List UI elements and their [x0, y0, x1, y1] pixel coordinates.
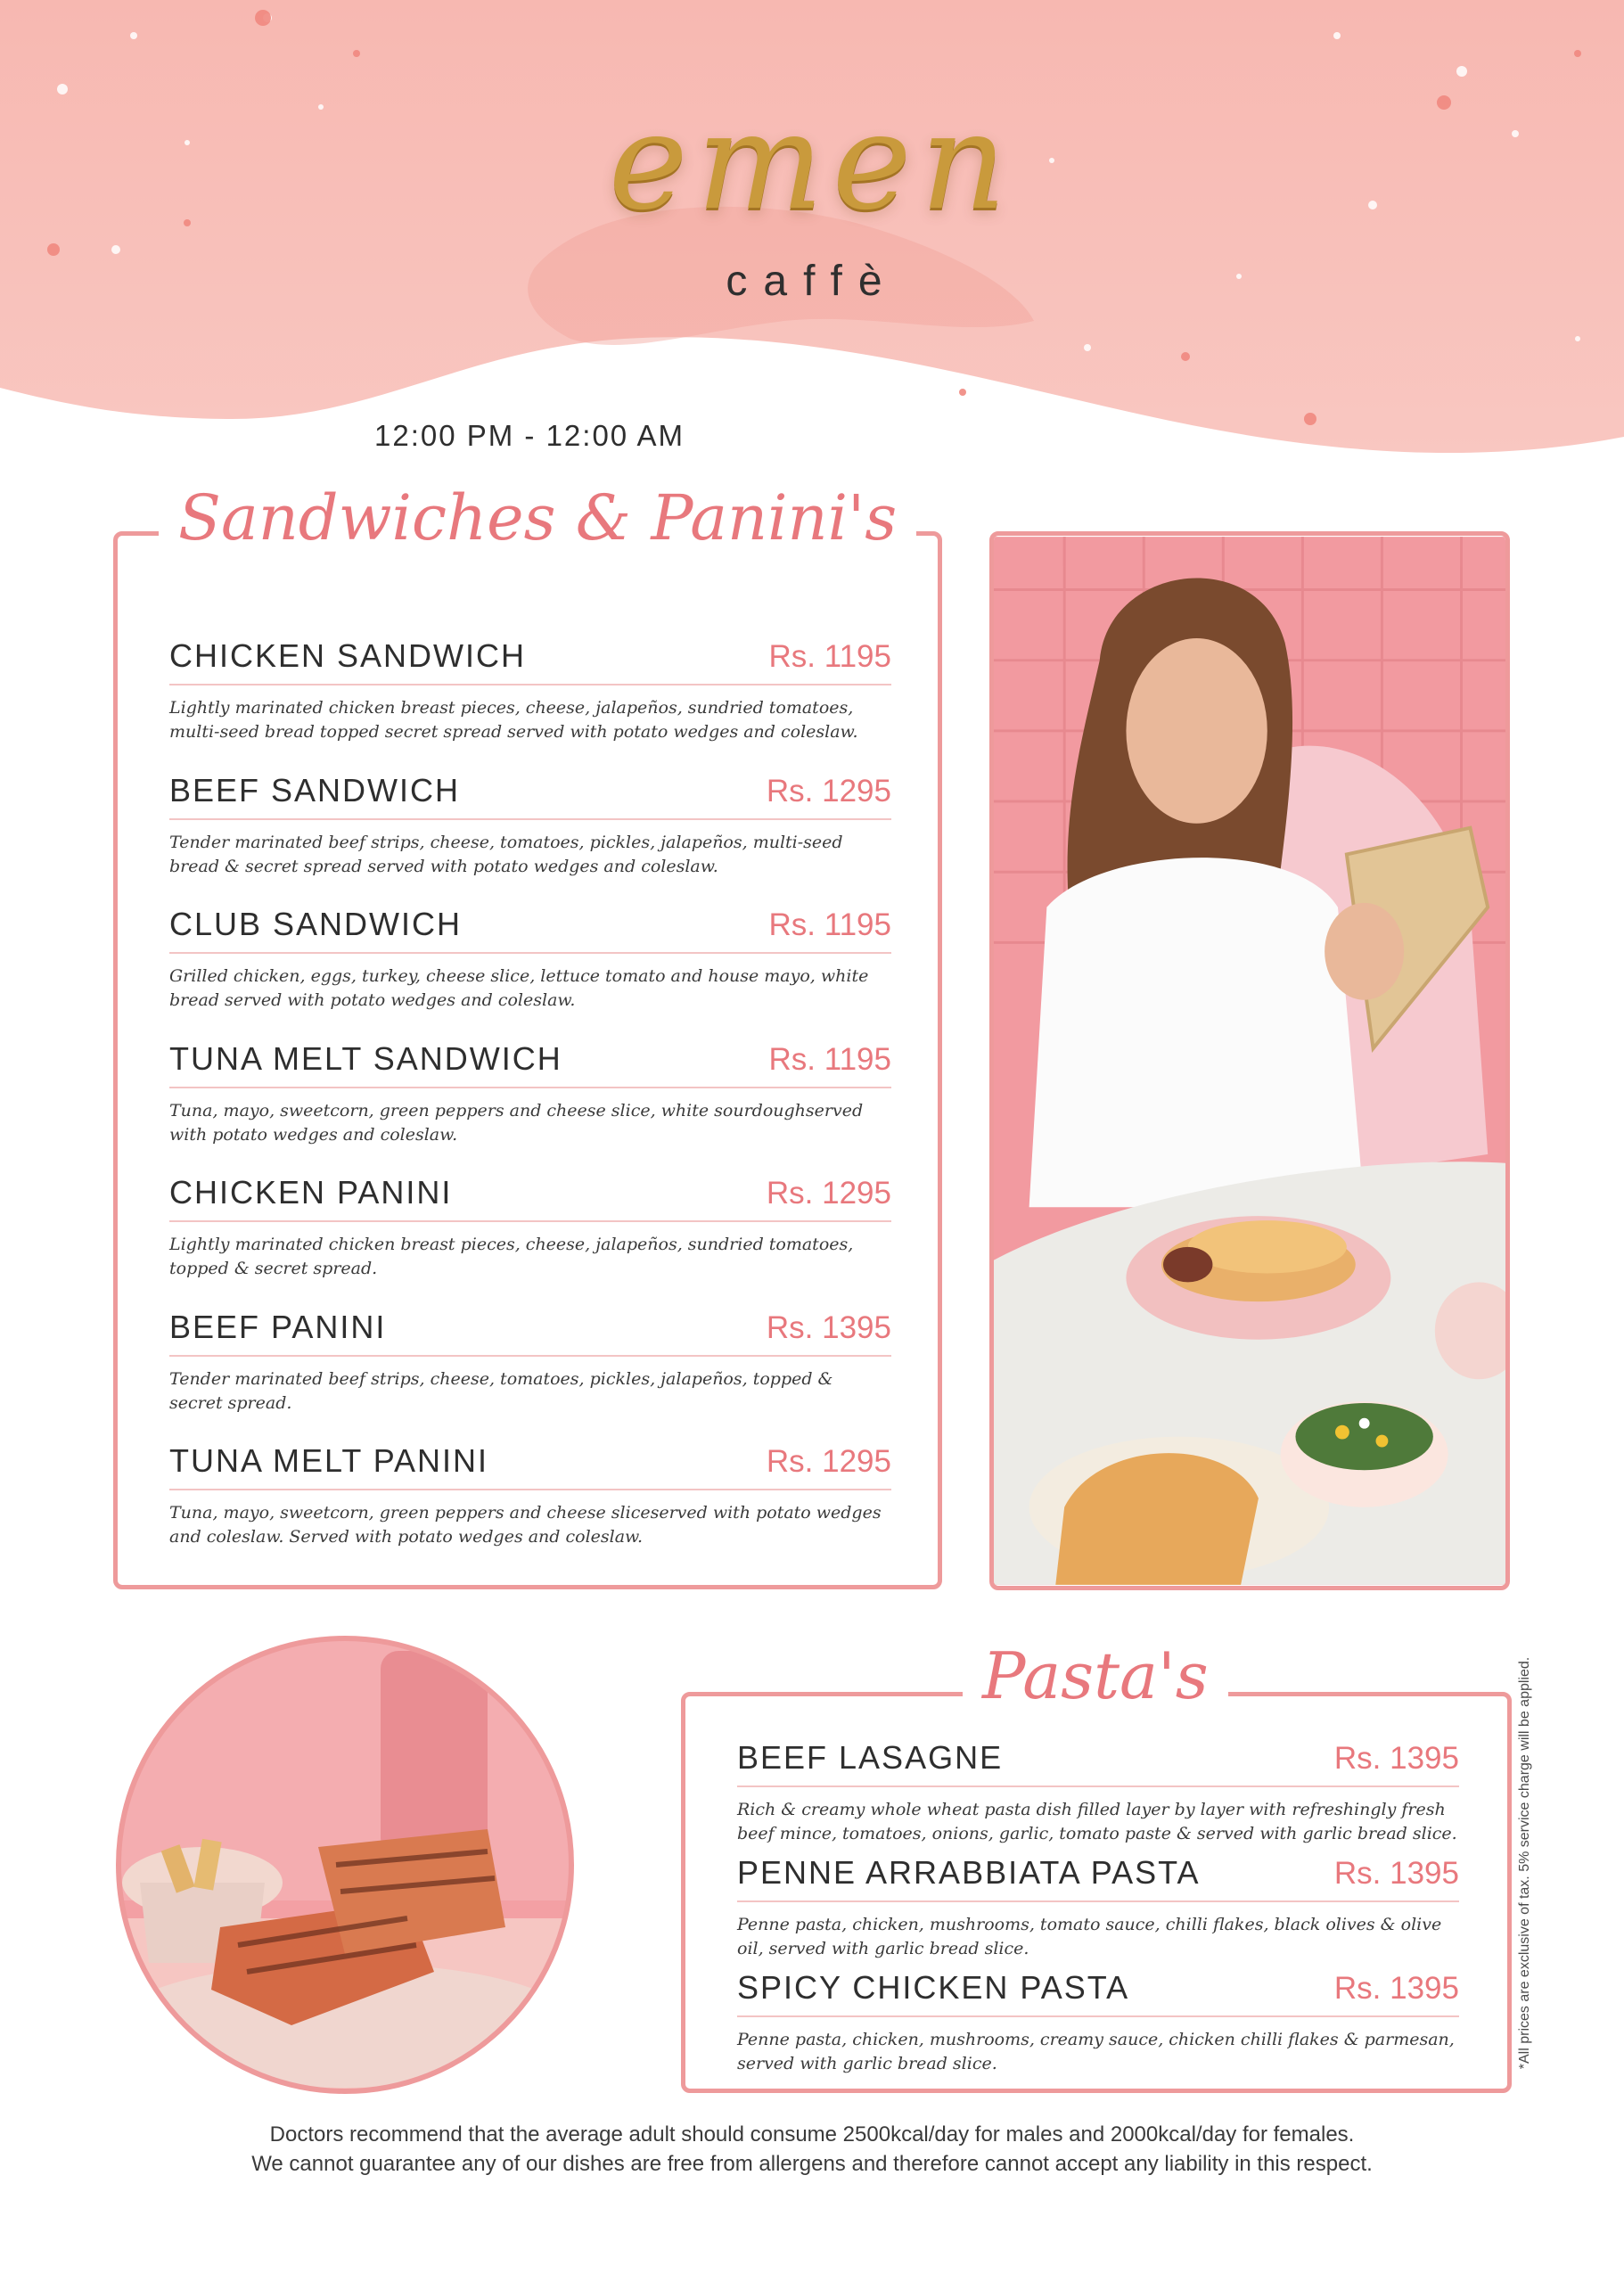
menu-item [169, 1040, 891, 1147]
footer-line-2: We cannot guarantee any of our dishes are free from allergens and therefore cannot accept any liability in this respect. [251, 2152, 1373, 2176]
footer-line-1: Doctors recommend that the average adult should consume 2500kcal/day for males and 2000kcal/day for females. [269, 2122, 1355, 2147]
item-description: Grilled chicken, eggs, turkey, cheese slice, lettuce tomato and house mayo, white bread served with potato wedges and coleslaw. [169, 966, 869, 1010]
photo-woman-with-tablet [989, 531, 1510, 1590]
menu-item [169, 1309, 891, 1416]
sandwiches-section [113, 531, 942, 1589]
photo-panini-circle [113, 1633, 577, 2097]
item-price: Rs. 1195 [768, 1042, 891, 1077]
item-description: Lightly marinated chicken breast pieces, cheese, jalapeños, sundried tomatoes, topped & secret spread. [169, 1235, 854, 1278]
item-price: Rs. 1295 [766, 774, 891, 809]
item-price: Rs. 1395 [766, 1310, 891, 1345]
item-price: Rs. 1295 [766, 1176, 891, 1211]
item-name: CLUB SANDWICH [169, 906, 463, 942]
menu-item [169, 1442, 891, 1549]
menu-item [169, 906, 891, 1013]
item-name: BEEF PANINI [169, 1309, 387, 1345]
item-price: Rs. 1395 [1333, 1856, 1459, 1891]
menu-item [737, 1854, 1459, 1961]
pasta-title: Pasta's [963, 1638, 1228, 1713]
sandwiches-title: Sandwiches & Panini's [159, 481, 916, 554]
item-name: TUNA MELT PANINI [169, 1442, 489, 1479]
pasta-section [681, 1692, 1512, 2093]
menu-item [737, 1969, 1459, 2076]
item-description: Penne pasta, chicken, mushrooms, creamy sauce, chicken chilli flakes & parmesan, served with garlic bread slice. [737, 2030, 1455, 2073]
item-description: Tuna, mayo, sweetcorn, green peppers and cheese slice, white sourdoughserved with potato wedges and coleslaw. [169, 1101, 864, 1145]
item-description: Lightly marinated chicken breast pieces, cheese, jalapeños, sundried tomatoes, multi-seed bread topped secret spread served with potato wedges and coleslaw. [169, 698, 858, 742]
item-price: Rs. 1195 [768, 639, 891, 674]
item-name: BEEF SANDWICH [169, 772, 461, 809]
header-background [0, 0, 1624, 499]
item-name: CHICKEN SANDWICH [169, 637, 527, 674]
brand-logo: emen [608, 85, 1016, 240]
item-description: Penne pasta, chicken, mushrooms, tomato sauce, chilli flakes, black olives & olive oil, served with garlic bread slice. [737, 1915, 1442, 1958]
item-description: Tender marinated beef strips, cheese, tomatoes, pickles, jalapeños, topped & secret spread. [169, 1369, 833, 1413]
tax-note-text: *All prices are exclusive of tax. 5% service charge will be applied. [1517, 1656, 1532, 2070]
item-name: PENNE ARRABBIATA PASTA [737, 1854, 1201, 1891]
item-name: TUNA MELT SANDWICH [169, 1040, 562, 1077]
menu-item [169, 1174, 891, 1281]
item-price: Rs. 1395 [1333, 1741, 1459, 1776]
brand-subtitle: caffè [726, 258, 898, 305]
item-description: Rich & creamy whole wheat pasta dish filled layer by layer with refreshingly fresh beef mince, tomatoes, onions, garlic, tomato paste & served with garlic bread slice. [737, 1800, 1457, 1843]
opening-hours: 12:00 PM - 12:00 AM [374, 419, 685, 452]
tax-note [1512, 1622, 1538, 2104]
item-name: SPICY CHICKEN PASTA [737, 1969, 1130, 2006]
item-price: Rs. 1295 [766, 1444, 891, 1479]
item-price: Rs. 1395 [1333, 1971, 1459, 2006]
item-description: Tender marinated beef strips, cheese, tomatoes, pickles, jalapeños, multi-seed bread & secret spread served with potato wedges and coleslaw. [169, 833, 843, 876]
allergen-footer [0, 2120, 1624, 2179]
item-price: Rs. 1195 [768, 907, 891, 942]
menu-item [169, 637, 891, 744]
menu-item [169, 772, 891, 879]
item-name: BEEF LASAGNE [737, 1739, 1004, 1776]
item-name: CHICKEN PANINI [169, 1174, 453, 1211]
menu-item [737, 1739, 1459, 1846]
item-description: Tuna, mayo, sweetcorn, green peppers and cheese sliceserved with potato wedges and coleslaw. Served with potato wedges and coleslaw. [169, 1503, 882, 1547]
